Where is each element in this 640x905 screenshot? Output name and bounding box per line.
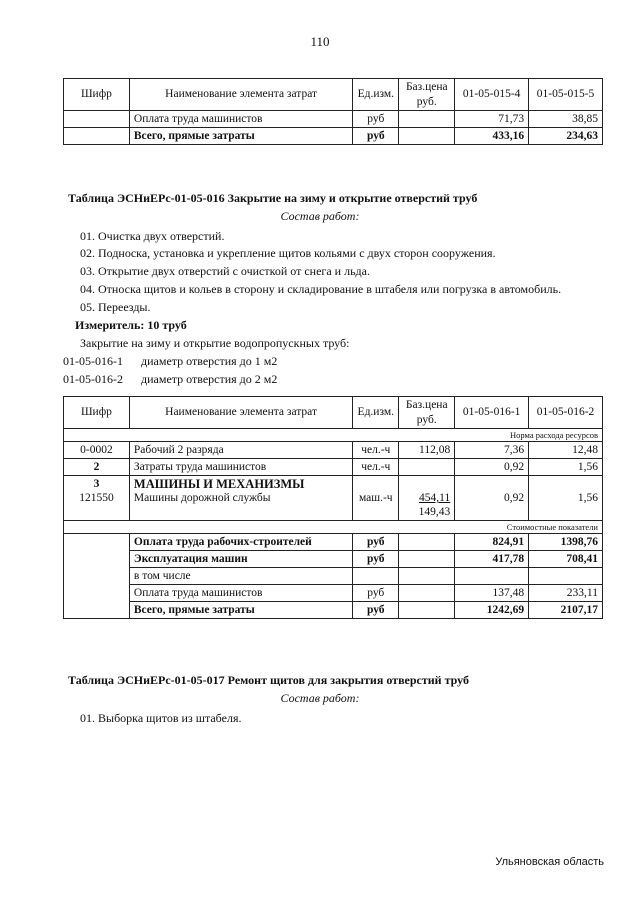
row-price: 112,08	[399, 442, 455, 459]
row-unit: чел.-ч	[353, 442, 399, 459]
variant-description: диаметр отверстия до 2 м2	[141, 372, 278, 386]
table-row	[64, 476, 603, 521]
page-number: 110	[310, 34, 330, 49]
header-code: Шифр	[64, 79, 130, 111]
row-value-1: 0,92	[455, 459, 529, 476]
header-col-1: 01-05-016-1	[455, 397, 529, 429]
row-value-1: 824,91	[455, 534, 529, 551]
header-name: Наименование элемента затрат	[129, 397, 352, 429]
header-col-2: 01-05-016-2	[529, 397, 603, 429]
row-value-2: 12,48	[529, 442, 603, 459]
cost-section-label: Стоимостные показатели	[64, 521, 603, 534]
row-value-2: 234,63	[529, 128, 603, 145]
header-col-2: 01-05-015-5	[529, 79, 603, 111]
work-item: 02. Поднoска, установка и укрепление щитов кольями с двух сторон сооружения.	[80, 246, 496, 260]
header-unit: Ед.изм.	[353, 79, 399, 111]
cost-table-016	[63, 396, 603, 619]
row-name: Оплата труда машинистов	[129, 585, 352, 602]
row-value-2: 2107,17	[529, 602, 603, 619]
row-unit: маш.-ч	[358, 492, 393, 504]
row-value-1: 1242,69	[455, 602, 529, 619]
row-value-2: 1,56	[577, 492, 598, 504]
table-row	[64, 111, 603, 128]
table-row	[64, 442, 603, 459]
row-value-1: 71,73	[455, 111, 529, 128]
row-code: 121550	[79, 492, 114, 504]
table-title-016: Таблица ЭСНиЕРс-01-05-016 Закрытие на зиму и открытие отверстий труб	[68, 191, 478, 205]
table-row	[64, 602, 603, 619]
measure-description: Закрытие на зиму и открытие водопропускных труб:	[80, 336, 350, 350]
work-item: 03. Открытие двух отверстий с очисткой от снега и льда.	[80, 264, 370, 278]
row-unit: руб	[353, 602, 399, 619]
table-row	[64, 551, 603, 568]
row-unit: руб	[353, 534, 399, 551]
row-code: 0-0002	[64, 442, 130, 459]
row-value-1: 417,78	[455, 551, 529, 568]
header-unit: Ед.изм.	[353, 397, 399, 429]
table-row	[64, 128, 603, 145]
table-title-017: Таблица ЭСНиЕРс-01-05-017 Ремонт щитов для закрытия отверстий труб	[68, 673, 469, 687]
work-item: 04. Относка щитов и кольев в сторону и складирование в штабеля или погрузка в автомобиль.	[80, 282, 562, 296]
row-value-2: 1398,76	[529, 534, 603, 551]
row-name: Всего, прямые затраты	[129, 128, 352, 145]
row-name: Затраты труда машинистов	[129, 459, 352, 476]
table-row	[64, 459, 603, 476]
row-price: 454,11	[419, 492, 451, 504]
region-footer: Ульяновская область	[495, 856, 604, 868]
row-name: Оплата труда машинистов	[129, 111, 352, 128]
row-name: Эксплуатация машин	[129, 551, 352, 568]
table-row	[64, 534, 603, 551]
header-code: Шифр	[64, 397, 130, 429]
row-price-secondary: 149,43	[418, 506, 451, 518]
variant-code: 01-05-016-1	[63, 354, 123, 368]
row-value-2: 708,41	[529, 551, 603, 568]
row-name: Рабочий 2 разряда	[129, 442, 352, 459]
table-row	[64, 568, 603, 585]
row-value-2: 233,11	[529, 585, 603, 602]
row-value-1: 137,48	[455, 585, 529, 602]
header-base-price: Баз.цена руб.	[399, 79, 455, 111]
row-code: 2	[64, 459, 130, 476]
norm-section-label: Норма расхода ресурсов	[64, 429, 603, 442]
header-name: Наименование элемента затрат	[129, 79, 352, 111]
row-value-2: 38,85	[529, 111, 603, 128]
row-unit: руб	[353, 585, 399, 602]
row-unit: руб	[353, 551, 399, 568]
cost-table-015	[63, 78, 603, 145]
row-name: Машины дорожной службы	[133, 492, 271, 504]
table-row	[64, 585, 603, 602]
work-composition-subtitle: Состав работ:	[280, 209, 360, 223]
row-code: 3	[93, 478, 100, 490]
variant-code: 01-05-016-2	[63, 372, 123, 386]
row-unit: чел.-ч	[353, 459, 399, 476]
row-name: Всего, прямые затраты	[129, 602, 352, 619]
row-name: Оплата труда рабочих-строителей	[129, 534, 352, 551]
row-unit: руб	[353, 111, 399, 128]
row-name: в том числе	[129, 568, 352, 585]
measure-unit: Измеритель: 10 труб	[75, 318, 187, 332]
row-value-1: 0,92	[503, 492, 525, 504]
row-value-1: 7,36	[455, 442, 529, 459]
work-item: 05. Переезды.	[80, 300, 151, 314]
work-item: 01. Очистка двух отверстий.	[80, 229, 225, 243]
work-item: 01. Выборка щитов из штабеля.	[80, 711, 242, 725]
row-value-2: 1,56	[529, 459, 603, 476]
variant-description: диаметр отверстия до 1 м2	[141, 354, 278, 368]
row-value-1: 433,16	[455, 128, 529, 145]
work-composition-subtitle: Состав работ:	[280, 691, 360, 705]
header-base-price: Баз.цена руб.	[399, 397, 455, 429]
header-col-1: 01-05-015-4	[455, 79, 529, 111]
section-heading-machines: МАШИНЫ И МЕХАНИЗМЫ	[133, 477, 305, 491]
row-unit: руб	[353, 128, 399, 145]
